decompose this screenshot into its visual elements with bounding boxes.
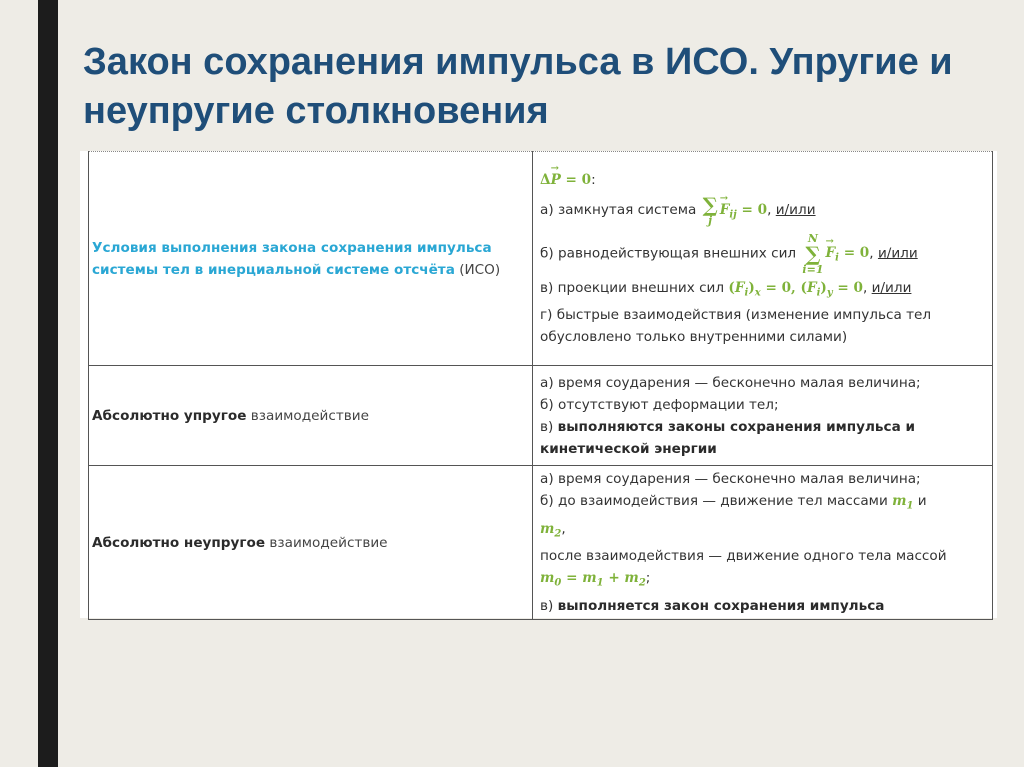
table-row (89, 466, 993, 620)
formula-m2: $m_2$ (540, 520, 562, 540)
row2-left-cell (89, 366, 533, 466)
table-panel (80, 151, 997, 618)
conservation-table (88, 151, 993, 620)
table-row (89, 152, 993, 366)
formula-delta-p: Δ→ P = 0 (540, 172, 591, 188)
row2-right-cell (533, 366, 993, 466)
condition-b: б) равнодействующая внешних сил N ∑ i=1 → $F_i = 0$, и/или (540, 233, 986, 275)
elastic-c: в) выполняются законы сохранения импульса и кинетической энергии (540, 418, 916, 457)
formula-m0: $m_0 = m_1 + m_2$ (540, 570, 646, 590)
formula-delta-p-line: Δ→ P = 0: (540, 169, 986, 191)
inelastic-after: после взаимодействия — движение одного тела массой (540, 548, 947, 565)
row3-left-cell (89, 466, 533, 620)
row3-left-bold: Абсолютно неупругое (92, 534, 266, 551)
inelastic-m2: $m_2$, (540, 520, 566, 540)
inelastic-b: б) до взаимодействия — движение тел массами $m_1$ и (540, 493, 927, 512)
inelastic-c: в) выполняется закон сохранения импульса (540, 598, 885, 615)
row1-left-cell (89, 152, 533, 366)
condition-g: г) быстрые взаимодействия (изменение импульса тел обусловлено только внутренними силами) (540, 307, 932, 346)
table-row (89, 366, 993, 466)
formula-sum-fi: N ∑ i=1 → $F_i = 0$ (800, 245, 869, 261)
condition-a: а) замкнутая система ∑ j → $F_{ij} = 0$, и/или (540, 195, 986, 227)
formula-m1: $m_1$ (892, 493, 914, 512)
row1-left-cyan: Условия выполнения закона сохранения импульса системы тел в инерциальной системе отсчёта (92, 239, 492, 278)
inelastic-mass-sum: $m_0 = m_1 + m_2$; (540, 570, 651, 590)
row2-left-bold: Абсолютно упругое (92, 407, 247, 424)
formula-projections: $(F_i)_x = 0$, $(F_i)_y = 0$ (728, 279, 863, 299)
row3-left-plain: взаимодействие (269, 534, 388, 551)
row2-left-plain: взаимодействие (250, 407, 369, 424)
row1-right-cell (533, 152, 993, 366)
inelastic-a: а) время соударения — бесконечно малая величина; (540, 471, 921, 487)
slide-title: Закон сохранения импульса в ИСО. Упругие и неупругие столкновения (83, 41, 953, 132)
formula-sum-fij: ∑ j → $F_{ij} = 0$ (701, 202, 767, 218)
condition-c: в) проекции внешних сил $(F_i)_x = 0$, $(F_i)_y = 0$, и/или (540, 279, 912, 299)
row1-left-plain: (ИСО) (459, 261, 501, 278)
elastic-a: а) время соударения — бесконечно малая величина; (540, 374, 921, 391)
elastic-b: б) отсутствуют деформации тел; (540, 396, 779, 413)
row3-right-cell (533, 466, 993, 620)
slide-side-bar (38, 0, 58, 767)
